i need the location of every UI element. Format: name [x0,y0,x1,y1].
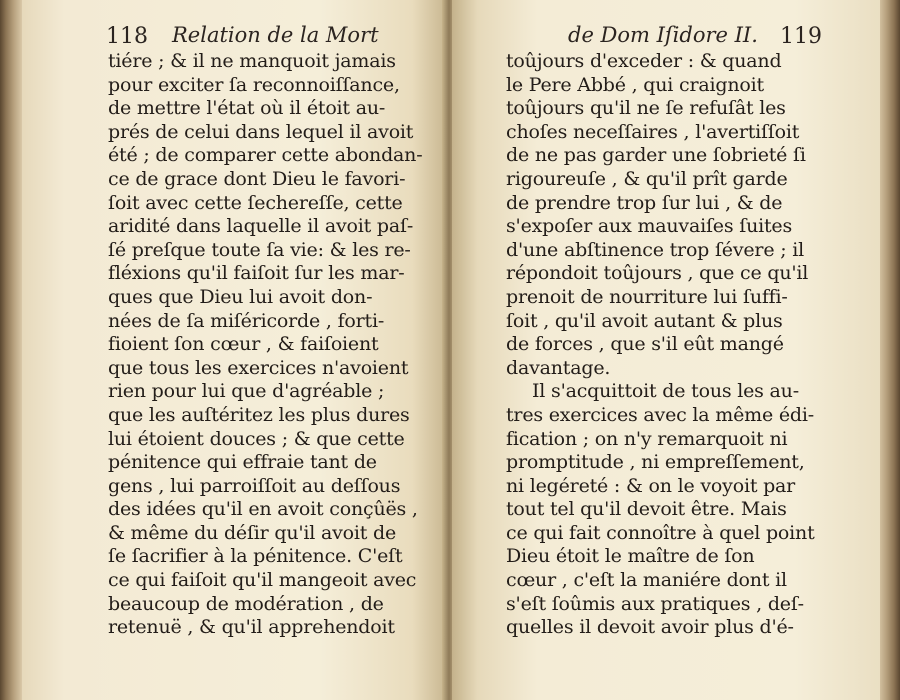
page-number: 119 [780,24,822,49]
text-line: fioient ſon cœur , & faiſoient [108,333,379,356]
text-line: de mettre l'état où il étoit au- [108,97,386,120]
page-number: 118 [106,24,148,49]
text-line: tiére ; & il ne manquoit jamais [108,50,396,72]
text-line: beaucoup de modération , de [108,592,384,615]
right-text-block [506,50,815,640]
text-line: & même du déſir qu'il avoit de [108,521,397,544]
text-line: davantage. [506,356,611,379]
text-line: fication ; on n'y remarquoit ni [506,427,788,450]
text-line: ni legéreté : & on le voyoit par [506,474,796,497]
paragraph-start-line: Il s'acquittoit de tous les au- [532,380,799,403]
text-line: nées de ſa miſéricorde , forti- [108,309,385,332]
text-line: pour exciter ſa reconnoiſſance, [108,73,400,96]
text-line: ce qui fait connoître à quel point [506,521,815,544]
text-line: de ne pas garder une ſobrieté ſi [506,144,806,167]
text-line: de forces , que s'il eût mangé [506,333,784,356]
text-line: ce de grace dont Dieu le favori- [108,167,406,190]
text-line: promptitude , ni empreſſement, [506,451,805,474]
running-head: Relation de la Mort [172,23,379,47]
text-line: s'eſt ſoûmis aux pratiques , deſ- [506,592,804,615]
text-line: tout tel qu'il devoit être. Mais [506,498,787,521]
text-line: de prendre trop ſur lui , & de [506,191,783,214]
text-line: toûjours qu'il ne ſe refuſât les [506,97,786,120]
text-line: rigoureuſe , & qu'il prît garde [506,167,788,190]
text-line: toûjours d'exceder : & quand [506,50,782,72]
right-page [452,0,880,700]
text-line: choſes neceſſaires , l'avertiſſoit [506,120,800,143]
text-line: lui étoient douces ; & que cette [108,427,405,450]
text-line: ſe ſacrifier à la pénitence. C'eſt [108,545,403,568]
text-line: été ; de comparer cette abondan- [108,144,423,167]
text-line: Dieu étoit le maître de ſon [506,545,755,568]
text-line: cœur , c'eſt la maniére dont il [506,569,787,592]
text-line: ſé preſque toute ſa vie: & les re- [108,238,411,261]
text-line: ſoit avec cette ſechereſſe, cette [108,191,403,214]
text-line: que tous les exercices n'avoient [108,356,409,379]
text-line: fléxions qu'il faiſoit ſur les mar- [108,262,405,285]
text-line: s'expoſer aux mauvaiſes ſuites [506,215,793,238]
text-line: prés de celui dans lequel il avoit [108,120,414,143]
text-line: ce qui faiſoit qu'il mangeoit avec [108,569,417,592]
text-line: que les auſtéritez les plus dures [108,403,410,426]
text-line: ques que Dieu lui avoit don- [108,285,373,308]
text-line: pénitence qui effraie tant de [108,451,377,474]
running-head: de Dom Iſidore II. [568,23,758,47]
text-line: retenuë , & qu'il apprehendoit [108,616,395,639]
left-text-block [108,50,428,640]
text-line: tres exercices avec la même édi- [506,403,814,426]
text-line: quelles il devoit avoir plus d'é- [506,616,794,639]
text-line: d'une abſtinence trop ſévere ; il [506,238,804,261]
text-line: rien pour lui que d'agréable ; [108,380,385,403]
text-line: gens , lui parroiſſoit au deſſous [108,474,401,497]
text-line: prenoit de nourriture lui ſuffi- [506,285,788,308]
text-line: répondoit toûjours , que ce qu'il [506,262,809,285]
text-line: des idées qu'il en avoit conçûës , [108,498,418,521]
text-line: ſoit , qu'il avoit autant & plus [506,309,783,332]
text-line: le Pere Abbé , qui craignoit [506,73,764,96]
left-page [22,0,446,700]
text-line: aridité dans laquelle il avoit paſ- [108,215,414,238]
